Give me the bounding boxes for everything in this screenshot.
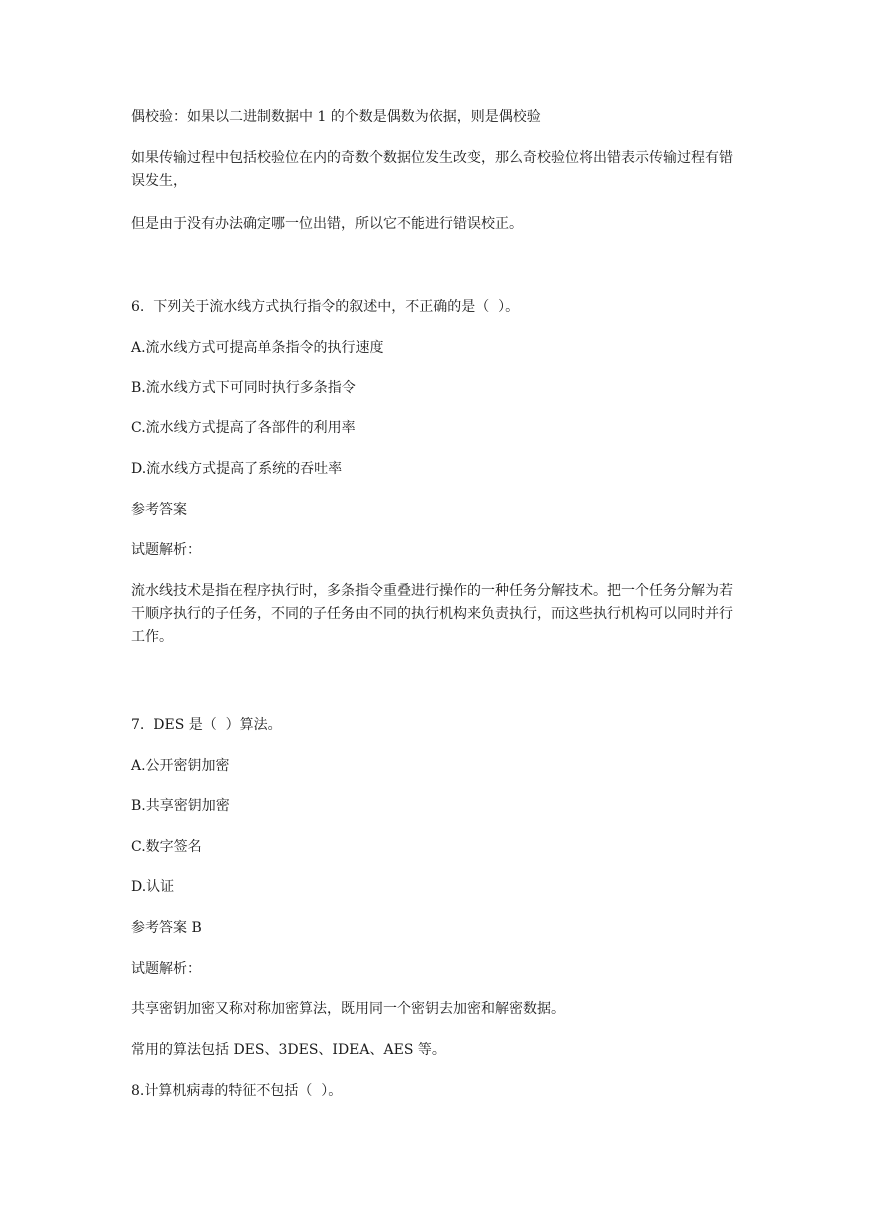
q6-option-d: D.流水线方式提高了系统的吞吐率 [131, 461, 343, 477]
q6-answer: 参考答案 [131, 502, 187, 518]
q7-analysis-line-1: 共享密钥加密又称对称加密算法，既用同一个密钥去加密和解密数据。 [131, 1001, 565, 1017]
q7-analysis-title: 试题解析： [131, 961, 201, 977]
q6-option-c: C.流水线方式提高了各部件的利用率 [131, 420, 356, 436]
q7-option-c: C.数字签名 [131, 839, 202, 855]
q6-analysis: 流水线技术是指在程序执行时，多条指令重叠进行操作的一种任务分解技术。把一个任务分解为若干顺序执行的子任务，不同的子任务由不同的执行机构来负责执行，而这些执行机构可以同时并行工作。 [131, 583, 733, 645]
q6-option-b: B.流水线方式下可同时执行多条指令 [131, 380, 356, 396]
parity-no-correction-text: 但是由于没有办法确定哪一位出错，所以它不能进行错误校正。 [131, 216, 523, 232]
q6-option-a: A.流水线方式可提高单条指令的执行速度 [131, 340, 384, 356]
parity-even-definition: 偶校验：如果以二进制数据中 1 的个数是偶数为依据，则是偶校验 [131, 109, 541, 125]
q6-stem: 6. 下列关于流水线方式执行指令的叙述中，不正确的是（ ）。 [131, 299, 520, 315]
q7-answer: 参考答案 B [131, 920, 202, 936]
q7-stem: 7. DES 是（ ）算法。 [131, 717, 282, 733]
q7-analysis-line-2: 常用的算法包括 DES、3DES、IDEA、AES 等。 [131, 1042, 446, 1058]
parity-odd-error-text: 如果传输过程中包括校验位在内的奇数个数据位发生改变，那么奇校验位将出错表示传输过程有错误发生， [131, 150, 733, 189]
q7-option-a: A.公开密钥加密 [131, 758, 230, 774]
q7-option-b: B.共享密钥加密 [131, 798, 230, 814]
q8-stem: 8.计算机病毒的特征不包括（ ）。 [131, 1083, 343, 1099]
q7-option-d: D.认证 [131, 879, 175, 895]
q6-analysis-title: 试题解析： [131, 542, 201, 558]
